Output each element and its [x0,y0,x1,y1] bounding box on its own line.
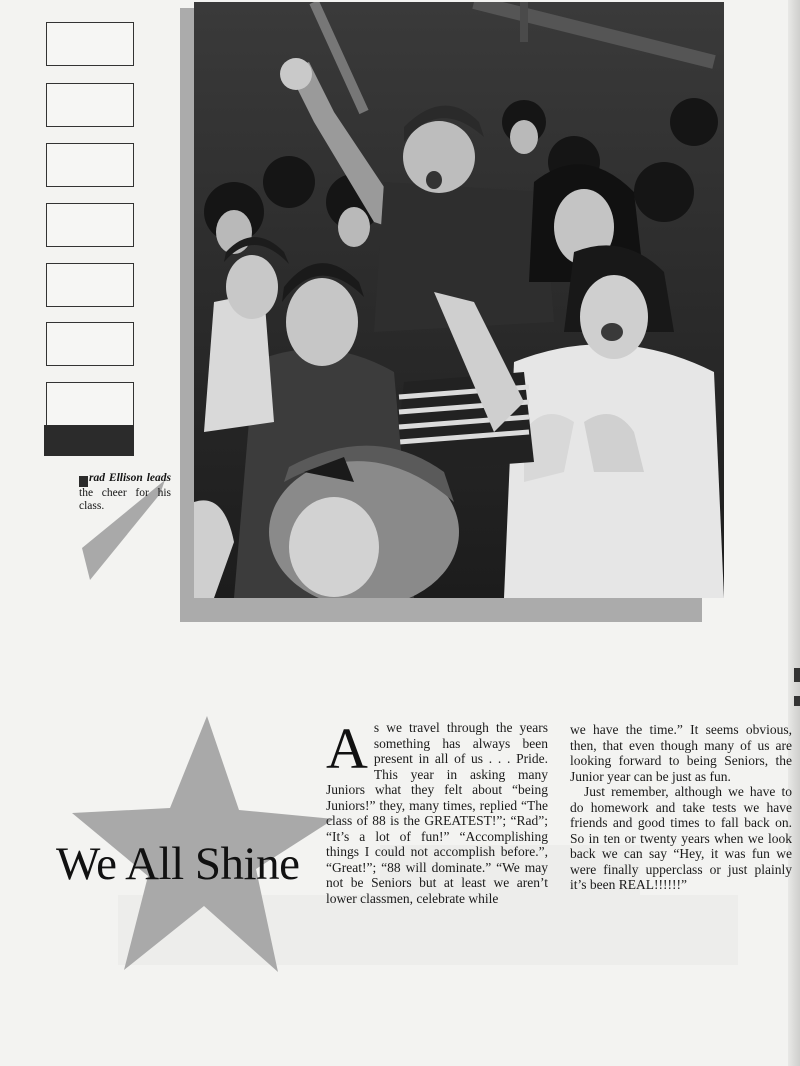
decor-box [46,22,134,66]
body-paragraph: we have the time.” It seems obvious, then, that even though many of us are looking forward to being Seniors, the Junior year can be just as fun. [570,722,792,784]
decor-box [46,322,134,366]
page-edge [788,0,800,1066]
body-column-2 [570,722,792,893]
photo-caption [79,472,171,513]
page-edge-tab [794,696,800,706]
caption-text: the cheer for his class. [79,487,171,512]
decor-box [46,143,134,187]
body-paragraph: Just remember, although we have to do homework and take tests we have friends and good times to fall back on. So in ten or twenty years when we look back we can say “Hey, it was fun we were finally upperclass or just plainly it’s been REAL!!!!!!” [570,784,792,892]
crowd-photo-illustration [194,2,724,598]
dark-accent-bar [44,425,134,456]
body-column-1 [326,716,548,906]
caption-drop-letter [79,476,88,487]
page-title: We All Shine [56,838,300,890]
body-paragraph: s we travel through the years something has always been present in all of us . . . Pride. This year in asking many Juniors what they felt about “being Juniors!” they, many times, replied “The class of 88 is the GREATEST!”; “Rad”; “It’s a lot of fun!” “Accomplishing things I could not accomplish before.”, “Great!”; “88 will dominate.” “We may not be Seniors but at least we aren’t lower classmen, celebrate while [326,720,548,906]
decor-box [46,83,134,127]
crowd-photo [194,2,724,598]
decor-box [46,203,134,247]
page-edge-tab [794,668,800,682]
drop-cap: A [326,716,368,781]
caption-subject: rad Ellison leads [89,472,171,484]
decor-box [46,263,134,307]
